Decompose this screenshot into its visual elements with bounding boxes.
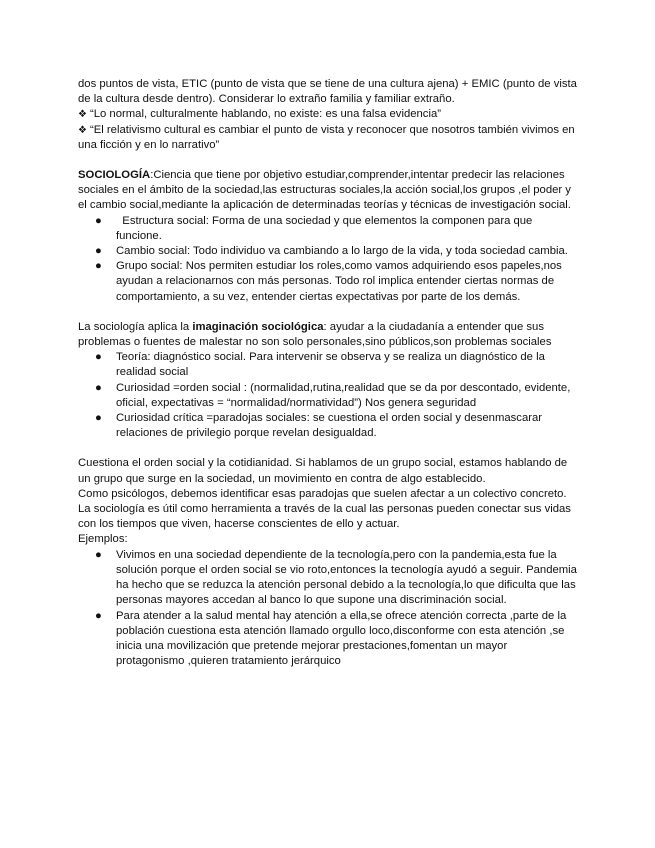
- sociologia-definition: [78, 168, 578, 214]
- list-item-text: Teoría: diagnóstico social. Para intervenir se observa y se realiza un diagnóstico de la realidad social: [116, 351, 545, 379]
- list-item: [78, 259, 578, 305]
- list-item-text: Curiosidad =orden social : (normalidad,rutina,realidad que se da por descontado, evidente, oficial, expectativas = “normalidad/normatividad”) Nos genera seguridad: [116, 381, 571, 409]
- list-item: [78, 381, 578, 411]
- diamond-bullet-icon: ❖: [78, 109, 87, 121]
- list-item-text: Cambio social: Todo individuo va cambiando a lo largo de la vida, y toda sociedad cambia.: [116, 245, 568, 258]
- diamond-bullet-icon: ❖: [78, 124, 87, 136]
- bullet-icon: ●: [95, 214, 102, 227]
- intro-paragraph: dos puntos de vista, ETIC (punto de vista que se tiene de una cultura ajena) + EMIC (punto de vista de la cultura desde dentro). Considerar lo extraño familia y familiar extraño.: [78, 78, 577, 106]
- imaginacion-pre: La sociología aplica la: [78, 320, 193, 333]
- bullet-icon: ●: [95, 548, 102, 561]
- list-item-text: Vivimos en una sociedad dependiente de la tecnología,pero con la pandemia,esta fue la solución porque el orden social se vio roto,entonces la tecnología ayudó a seguir. Pandemia ha hecho que se reduzca la atención personal debido a la tecnología,lo que dificulta que las personas mayores accedan al banco lo que supone una discriminación social.: [116, 548, 577, 607]
- list-item: [78, 214, 578, 244]
- list-item: [78, 244, 578, 259]
- cuestiona-paragraph: Cuestiona el orden social y la cotidianidad. Si hablamos de un grupo social, estamos hablando de un grupo que surge en la sociedad, un movimiento en contra de algo establecido.: [78, 457, 568, 485]
- bullet-icon: ●: [95, 381, 102, 394]
- psicologos-paragraph: Como psicólogos, debemos identificar esas paradojas que suelen afectar a un colectivo concreto.: [78, 487, 567, 500]
- list-item-text: Estructura social: Forma de una sociedad y que elementos la componen para que funcione.: [116, 214, 536, 242]
- imaginacion-post: : ayudar a la ciudadanía a entender que sus problemas o fuentes de malestar no son solo personales,sino públicos,son problemas sociales: [78, 320, 552, 349]
- sociologia-list: [78, 214, 578, 305]
- quote-text: “Lo normal, culturalmente hablando, no existe: es una falsa evidencia”: [89, 108, 442, 121]
- bullet-icon: ●: [95, 412, 102, 425]
- bullet-icon: ●: [95, 609, 102, 622]
- sociologia-definition-text: :Ciencia que tiene por objetivo estudiar,comprender,intentar predecir las relaciones sociales en el ámbito de la sociedad,las estructuras sociales,la acción social,los grupos ,el poder y el cambio social,mediante la aplicación de determinadas teorías y técnicas de investigación social.: [78, 169, 571, 212]
- list-item: [78, 350, 578, 380]
- list-item-text: Grupo social: Nos permiten estudiar los roles,como vamos adquiriendo esos papeles,nos ayudan a relacionarnos con más personas. Todo rol implica entender ciertas normas de comportamiento, a su vez, entender ciertas expectativas por parte de los demás.: [116, 260, 562, 303]
- list-item: [78, 548, 578, 609]
- list-item-text: Para atender a la salud mental hay atención a ella,se ofrece atención correcta ,parte de la población cuestiona esta atención llamado orgullo loco,disconforme con esta atención ,se inicia una movilización que pretende mejorar prestaciones,fomentan un mayor protagonismo ,quieren tratamiento jerárquico: [116, 609, 567, 668]
- list-item: [78, 411, 578, 441]
- ejemplos-list: [78, 548, 578, 670]
- sociologia-term: SOCIOLOGÍA: [78, 169, 151, 182]
- quote-relativismo: [78, 123, 578, 153]
- list-item: [78, 609, 578, 670]
- imaginacion-list: [78, 350, 578, 441]
- bullet-icon: ●: [95, 260, 102, 273]
- bullet-icon: ●: [95, 245, 102, 258]
- quote-normal: [78, 107, 578, 122]
- list-item-text: Curiosidad crítica =paradojas sociales: se cuestiona el orden social y desenmascarar relaciones de privilegio porque revelan desigualdad.: [116, 412, 543, 440]
- imaginacion-paragraph: [78, 320, 578, 350]
- quote-text: “El relativismo cultural es cambiar el punto de vista y reconocer que nosotros también vivimos en una ficción y en lo narrativo”: [78, 123, 575, 151]
- bullet-icon: ●: [95, 351, 102, 364]
- ejemplos-label: Ejemplos:: [78, 533, 128, 546]
- herramienta-paragraph: La sociología es útil como herramienta a través de la cual las personas pueden conectar sus vidas con los tiempos que viven, hacerse conscientes de ello y actuar.: [78, 503, 571, 531]
- imaginacion-term: imaginación sociológica: [192, 320, 324, 333]
- document-content: [78, 77, 578, 669]
